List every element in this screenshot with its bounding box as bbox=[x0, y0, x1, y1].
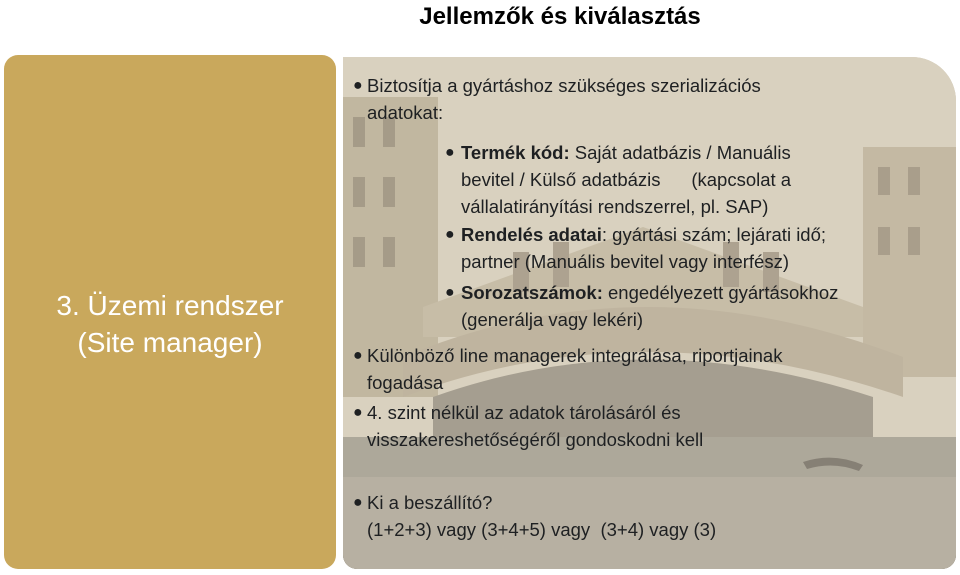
bullet-dot: ● bbox=[353, 494, 363, 511]
section-label-line2: (Site manager) bbox=[77, 327, 263, 358]
bullet-item-1 bbox=[353, 72, 761, 126]
bullet-text: adatokat: bbox=[367, 102, 444, 123]
bullet-text: Ki a beszállító? bbox=[367, 492, 493, 513]
sub-bullet-text: vállalatirányítási rendszerrel, pl. SAP) bbox=[461, 196, 769, 217]
sub-bullet-item-2 bbox=[445, 221, 827, 275]
bullet-list bbox=[343, 57, 956, 569]
bullet-text: Különböző line managerek integrálása, riportjainak bbox=[367, 345, 783, 366]
bullet-text: Biztosítja a gyártáshoz szükséges szerializációs bbox=[367, 75, 761, 96]
bullet-dot: ● bbox=[353, 77, 363, 94]
content-panel bbox=[343, 57, 956, 569]
sub-bullet-heading: Termék kód: bbox=[461, 142, 570, 163]
bullet-dot: ● bbox=[353, 347, 363, 364]
sub-bullet-text: bevitel / Külső adatbázis (kapcsolat a bbox=[461, 169, 792, 190]
sub-bullet-text: partner (Manuális bevitel vagy interfész) bbox=[461, 251, 790, 272]
sub-bullet-heading: Sorozatszámok: bbox=[461, 282, 603, 303]
bullet-dot: ● bbox=[445, 284, 455, 301]
bullet-item-3 bbox=[353, 399, 704, 453]
bullet-text: fogadása bbox=[367, 372, 444, 393]
section-label bbox=[56, 287, 283, 361]
bullet-dot: ● bbox=[353, 404, 363, 421]
sub-bullet-heading: Rendelés adatai bbox=[461, 224, 602, 245]
sub-bullet-text: : gyártási szám; lejárati idő; bbox=[601, 224, 827, 245]
sub-bullet-text: (generálja vagy lekéri) bbox=[461, 309, 644, 330]
bullet-dot: ● bbox=[445, 144, 455, 161]
slide-title: Jellemzők és kiválasztás bbox=[419, 3, 701, 30]
sub-bullet-text: engedélyezett gyártásokhoz bbox=[602, 282, 839, 303]
bullet-text: 4. szint nélkül az adatok tárolásáról és bbox=[367, 402, 681, 423]
sub-bullet-text: Saját adatbázis / Manuális bbox=[569, 142, 791, 163]
bullet-text: (1+2+3) vagy (3+4+5) vagy (3+4) vagy (3) bbox=[367, 519, 717, 540]
sub-bullet-line bbox=[461, 221, 826, 248]
bullet-dot: ● bbox=[445, 226, 455, 243]
bullet-text: visszakereshetőségéről gondoskodni kell bbox=[367, 429, 704, 450]
sub-bullet-item-3 bbox=[445, 279, 839, 333]
bullet-item-2 bbox=[353, 342, 783, 396]
sub-bullet-line bbox=[461, 139, 791, 166]
sub-bullet-line bbox=[461, 279, 838, 306]
section-label-panel bbox=[4, 55, 336, 569]
sub-bullet-item-1 bbox=[445, 139, 792, 220]
bullet-item-4 bbox=[353, 489, 717, 543]
section-label-line1: 3. Üzemi rendszer bbox=[56, 290, 284, 321]
